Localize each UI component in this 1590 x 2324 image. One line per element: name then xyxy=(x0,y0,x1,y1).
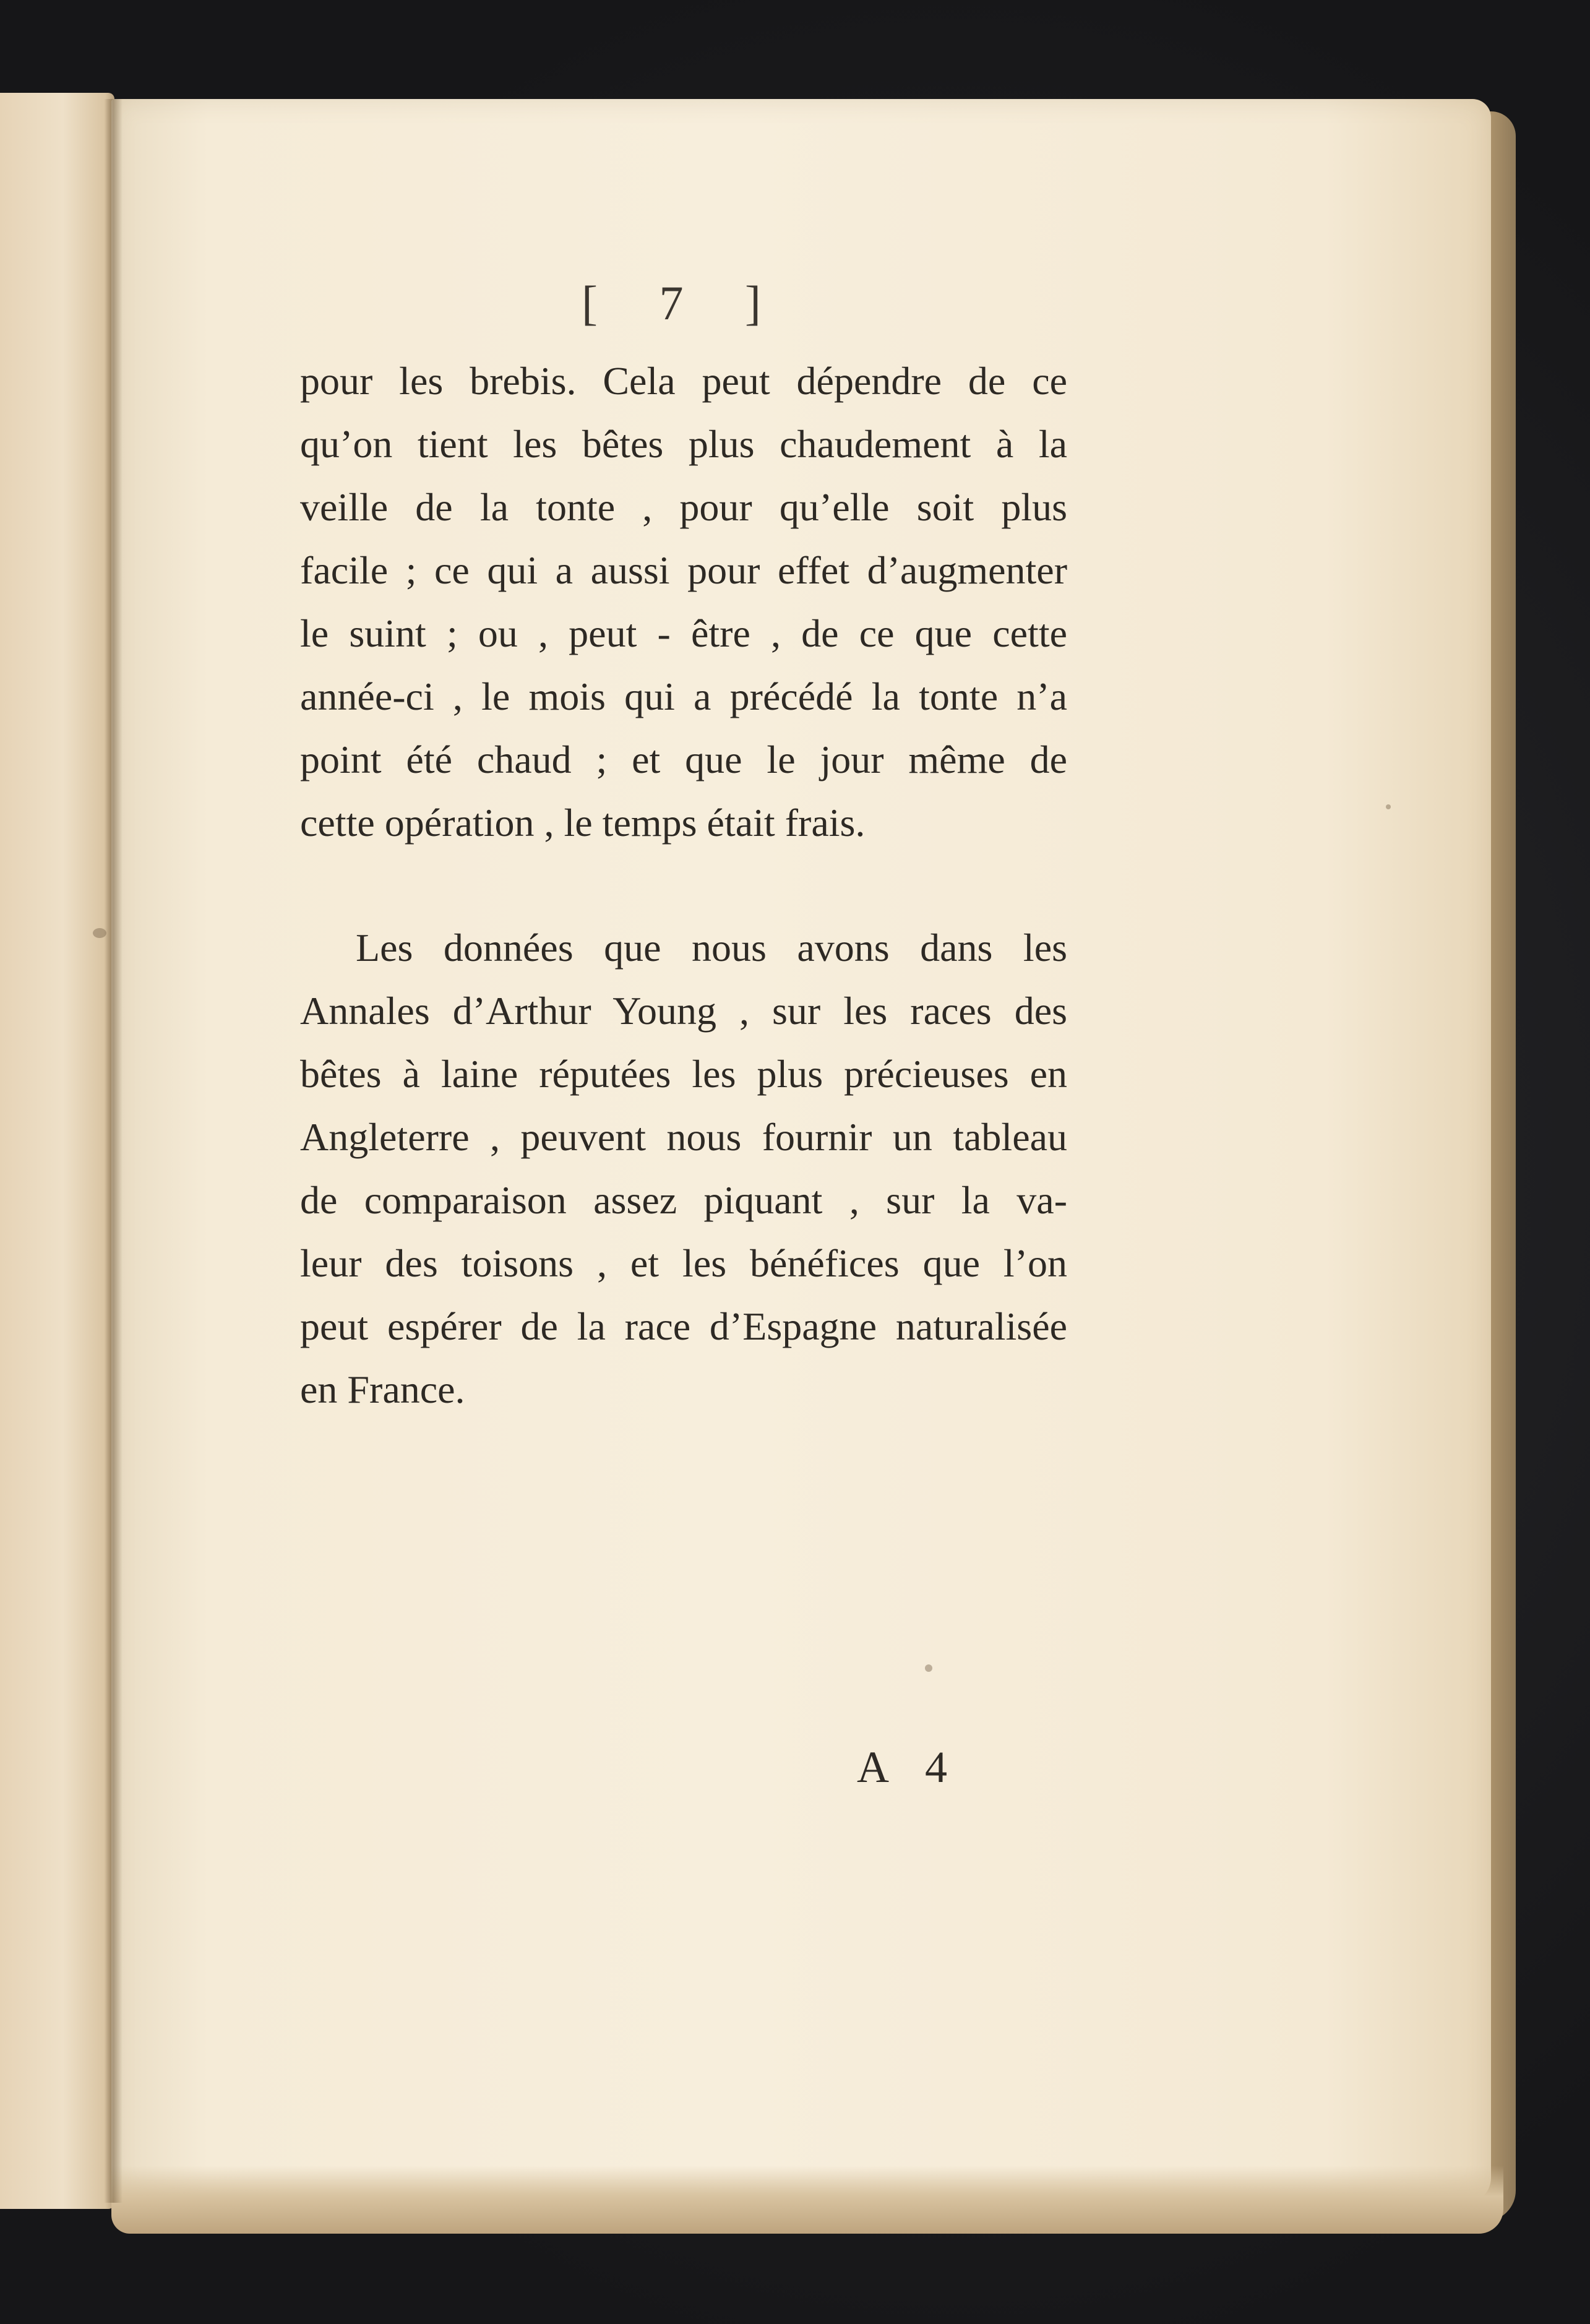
text-line: Angleterre , peuvent nous fournir un tableau xyxy=(300,1115,1067,1159)
text-line: bêtes à laine réputées les plus précieuses en xyxy=(300,1052,1067,1096)
paragraph-2 xyxy=(300,916,1067,1421)
page-bottom-edge xyxy=(111,2166,1503,2234)
paper-speck xyxy=(93,928,106,938)
text-line: qu’on tient les bêtes plus chaudement à la xyxy=(300,422,1067,466)
text-line: peut espérer de la race d’Espagne naturalisée xyxy=(300,1304,1067,1348)
text-line: en France. xyxy=(300,1367,465,1411)
left-page-edge xyxy=(0,93,114,2209)
text-line: année-ci , le mois qui a précédé la tonte n’a xyxy=(300,674,1067,718)
text-line: Les données que nous avons dans les xyxy=(356,926,1067,970)
text-line: veille de la tonte , pour qu’elle soit plus xyxy=(300,485,1067,529)
signature-mark: A 4 xyxy=(857,1742,961,1792)
paragraph-1 xyxy=(300,350,1067,854)
page-body xyxy=(300,350,1067,1421)
text-line: de comparaison assez piquant , sur la va- xyxy=(300,1178,1067,1222)
text-line: cette opération , le temps était frais. xyxy=(300,801,866,845)
text-line: pour les brebis. Cela peut dépendre de ce xyxy=(300,359,1067,403)
text-line: leur des toisons , et les bénéfices que l’on xyxy=(300,1241,1067,1285)
text-line: Annales d’Arthur Young , sur les races des xyxy=(300,989,1067,1033)
paper-speck xyxy=(925,1664,932,1672)
paper-speck xyxy=(1386,804,1391,809)
text-line: facile ; ce qui a aussi pour effet d’augmenter xyxy=(300,548,1067,592)
page-number: [ 7 ] xyxy=(582,276,786,330)
text-line: le suint ; ou , peut - être , de ce que cette xyxy=(300,611,1067,655)
book-gutter xyxy=(104,99,122,2203)
text-line: point été chaud ; et que le jour même de xyxy=(300,738,1067,781)
